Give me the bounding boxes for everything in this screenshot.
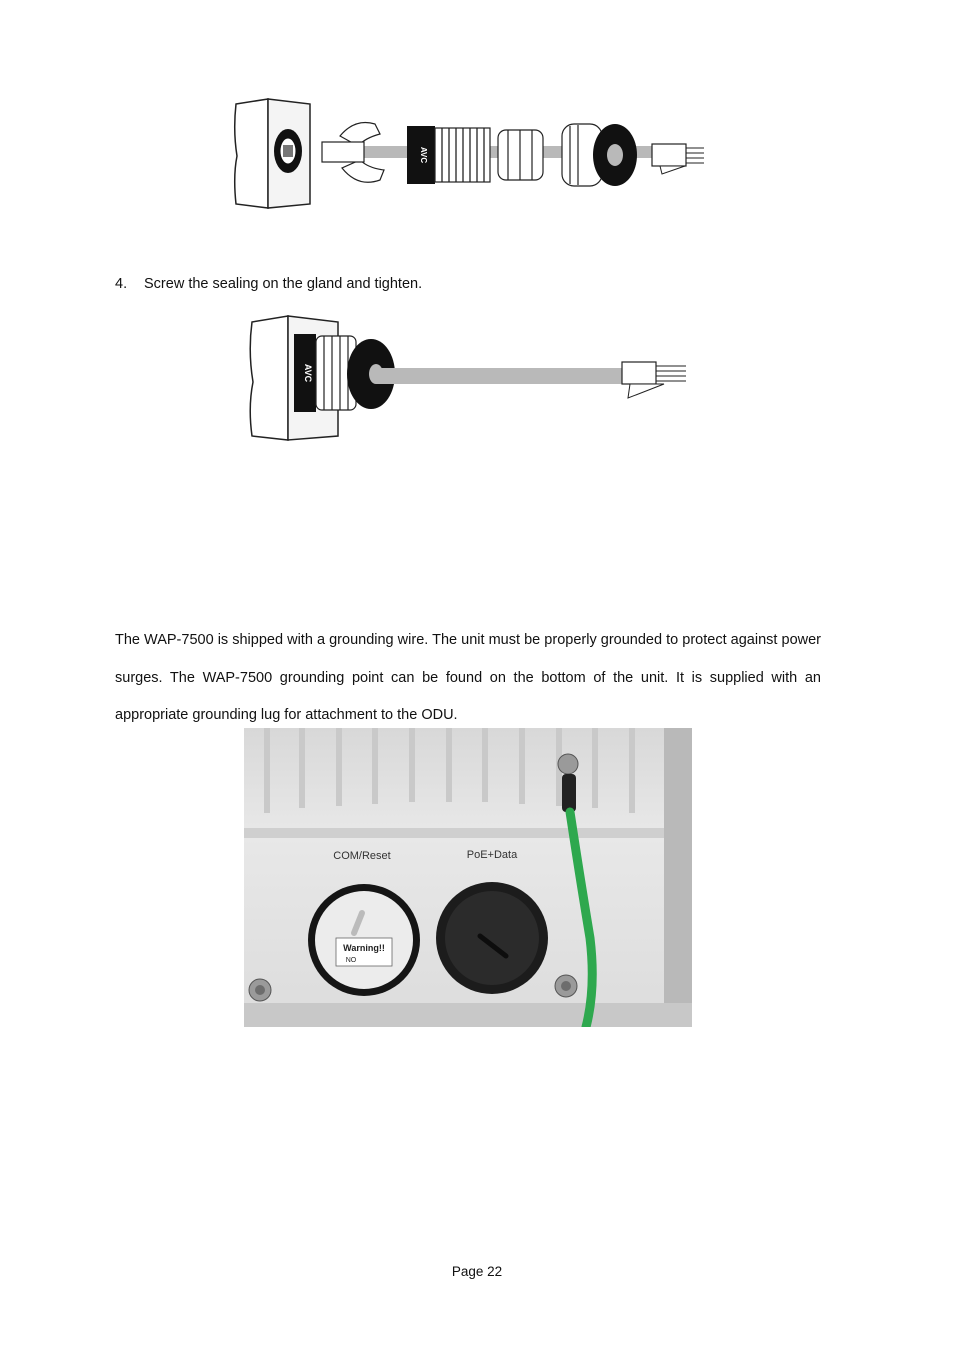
- gland-brand-text-assembled: AVC: [303, 363, 313, 383]
- warning-label: Warning!!: [343, 943, 385, 953]
- step-text: Screw the sealing on the gland and tighten.: [144, 276, 423, 292]
- step-number: 4.: [115, 276, 128, 292]
- step-4: [115, 276, 422, 292]
- gland-brand-text: AVC: [419, 146, 428, 164]
- photo-label-com-reset: COM/Reset: [333, 850, 391, 862]
- warning-sub-label: NO: [345, 957, 357, 964]
- photo-label-poe-data: PoE+Data: [466, 849, 518, 861]
- grounding-paragraph: The WAP-7500 is shipped with a grounding wire. The unit must be properly grounded to protect against power surges. The WAP-7500 grounding point can be found on the bottom of the unit. It is supplied with an appropriate grounding lug for attachment to the ODU.: [115, 632, 821, 723]
- page-number: Page 22: [451, 1264, 503, 1279]
- gland-assembled-figure: [246, 312, 691, 444]
- gland-exploded-figure: [230, 96, 710, 212]
- grounding-photo: [244, 728, 692, 1027]
